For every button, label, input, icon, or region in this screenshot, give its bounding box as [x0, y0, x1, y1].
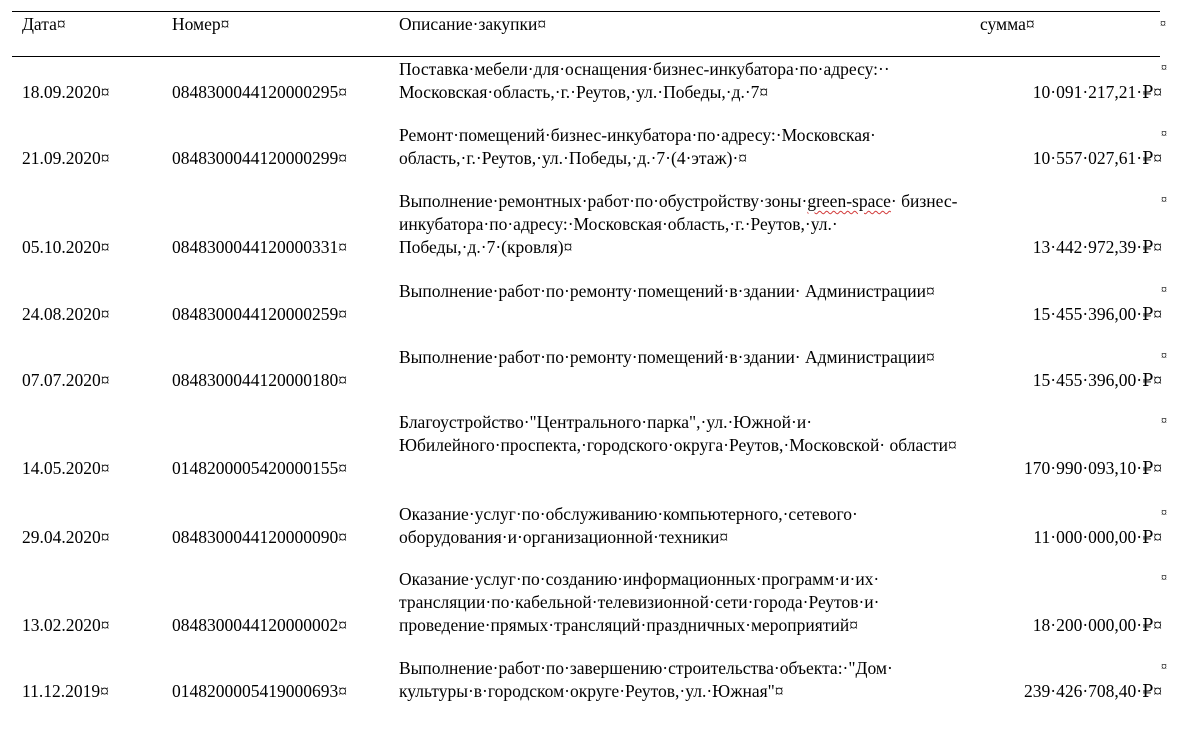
row-number: 0848300044120000259¤ [172, 304, 347, 324]
row-sum: 15·455·396,00·₽¤ [1032, 370, 1162, 390]
row-number: 0848300044120000002¤ [172, 615, 347, 635]
row-date: 07.07.2020¤ [22, 370, 110, 390]
row-description: Выполнение·работ·по·завершению·строительства·объекта:·"Дом· культуры·в·городском·округе·Реутов,·ул.·Южная"¤ [399, 658, 893, 701]
row-end-mark: ¤ [1161, 659, 1167, 673]
row-description-start: Выполнение·ремонтных·работ·по·обустройству·зоны· [399, 191, 808, 211]
row-number: 0848300044120000180¤ [172, 370, 347, 390]
row-date: 05.10.2020¤ [22, 237, 110, 257]
row-end-mark: ¤ [1161, 192, 1167, 206]
header-bottom-border [12, 56, 1160, 57]
row-description [399, 190, 959, 259]
row-description-end: · бизнес-инкубатора·по·адресу:·Московская·область,·г.·Реутов,·ул.· Победы,·д.·7·(кровля)¤ [399, 191, 958, 257]
row-description: Оказание·услуг·по·созданию·информационных·программ·и·их· трансляции·по·кабельной·телевизионной·сети·города·Реутов·и· проведение·прямых·трансляций·праздничных·мероприятий¤ [399, 569, 880, 635]
row-number: 0148200005420000155¤ [172, 458, 347, 478]
row-date: 11.12.2019¤ [22, 681, 109, 701]
row-description: Благоустройство·"Центрального·парка",·ул.·Южной·и· Юбилейного·проспекта,·городского·округа·Реутов,·Московской· области¤ [399, 412, 957, 455]
row-description: Поставка·мебели·для·оснащения·бизнес-инкубатора·по·адресу:·· Московская·область,·г.·Реутов,·ул.·Победы,·д.·7¤ [399, 59, 890, 102]
row-description: Оказание·услуг·по·обслуживанию·компьютерного,·сетевого· оборудования·и·организационной·техники¤ [399, 504, 858, 547]
row-sum: 18·200·000,00·₽¤ [1032, 615, 1162, 635]
row-description: Выполнение·работ·по·ремонту·помещений·в·здании· Администрации¤ [399, 281, 935, 301]
row-end-mark: ¤ [1161, 505, 1167, 519]
row-number: 0848300044120000331¤ [172, 237, 347, 257]
row-date: 14.05.2020¤ [22, 458, 110, 478]
row-end-mark: ¤ [1161, 348, 1167, 362]
row-end-mark: ¤ [1161, 126, 1167, 140]
row-sum: 13·442·972,39·₽¤ [1032, 237, 1162, 257]
row-description: Выполнение·работ·по·ремонту·помещений·в·здании· Администрации¤ [399, 347, 935, 367]
row-end-mark: ¤ [1161, 60, 1167, 74]
header-description: Описание·закупки¤ [399, 14, 547, 34]
row-description: Ремонт·помещений·бизнес-инкубатора·по·адресу:·Московская· область,·г.·Реутов,·ул.·Победы,·д.·7·(4·этаж)·¤ [399, 125, 876, 168]
row-end-mark: ¤ [1161, 413, 1167, 427]
row-sum: 11·000·000,00·₽¤ [1033, 527, 1162, 547]
row-sum: 10·557·027,61·₽¤ [1032, 148, 1162, 168]
row-sum: 15·455·396,00·₽¤ [1032, 304, 1162, 324]
spellcheck-marked-word: green-space [807, 191, 891, 211]
header-sum: сумма¤ [980, 14, 1035, 34]
row-number: 0848300044120000299¤ [172, 148, 347, 168]
row-number: 0148200005419000693¤ [172, 681, 347, 701]
row-sum: 10·091·217,21·₽¤ [1032, 82, 1162, 102]
row-date: 21.09.2020¤ [22, 148, 110, 168]
row-sum: 170·990·093,10·₽¤ [1024, 458, 1162, 478]
row-number: 0848300044120000295¤ [172, 82, 347, 102]
header-number: Номер¤ [172, 14, 230, 34]
row-sum: 239·426·708,40·₽¤ [1024, 681, 1162, 701]
header-date: Дата¤ [22, 14, 66, 34]
table-top-border [12, 11, 1160, 12]
row-date: 29.04.2020¤ [22, 527, 110, 547]
row-date: 13.02.2020¤ [22, 615, 110, 635]
row-end-mark: ¤ [1161, 570, 1167, 584]
header-end-of-row-mark: ¤ [1160, 16, 1166, 30]
row-date: 18.09.2020¤ [22, 82, 110, 102]
row-date: 24.08.2020¤ [22, 304, 110, 324]
row-end-mark: ¤ [1161, 282, 1167, 296]
row-number: 0848300044120000090¤ [172, 527, 347, 547]
